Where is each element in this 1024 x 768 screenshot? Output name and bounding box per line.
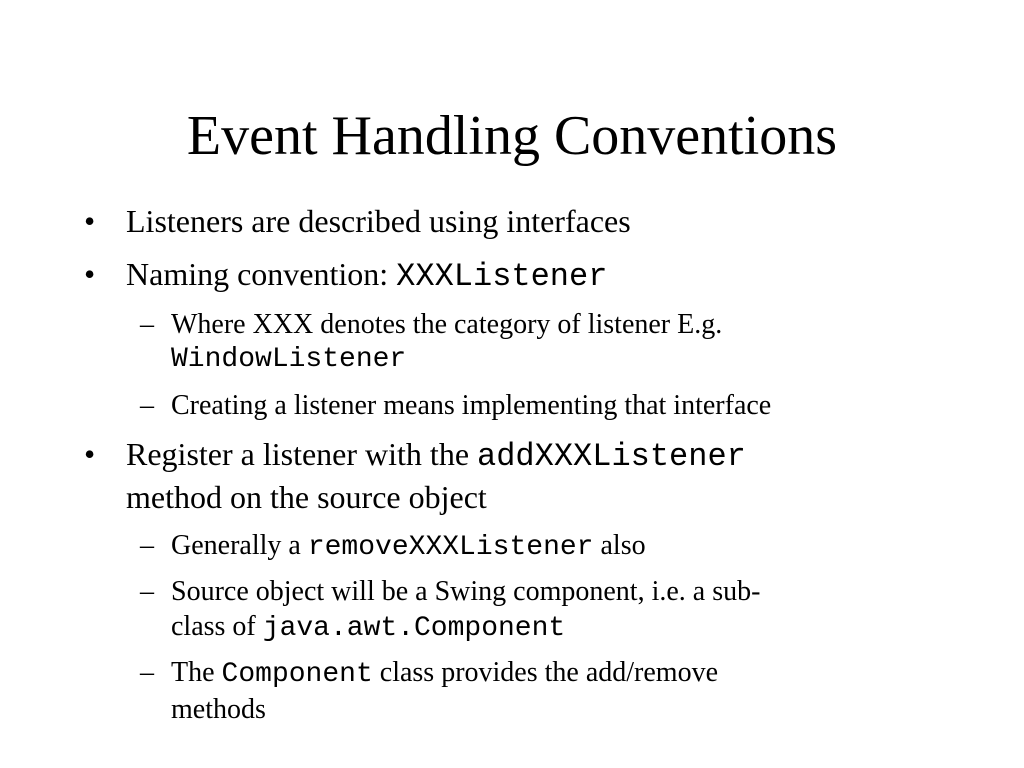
sub-bullet-plain: Generally a xyxy=(171,530,308,561)
sub-bullet-remove-listener xyxy=(140,528,920,565)
sub-bullet-line-continued xyxy=(171,609,920,646)
sub-bullet-line: Source object will be a Swing component, i.e. a sub- xyxy=(171,576,761,607)
bullet-naming-convention xyxy=(84,254,944,297)
sub-bullet-swing-component xyxy=(140,574,920,646)
code-removexxxlistener: removeXXXListener xyxy=(307,532,594,563)
sub-bullet-text xyxy=(171,574,920,646)
sub-bullet-text xyxy=(171,655,920,727)
sub-bullet-creating-listener xyxy=(140,388,920,423)
bullet-marker: • xyxy=(84,256,96,292)
sub-bullet-component-class xyxy=(140,655,920,727)
sub-bullet-line xyxy=(171,655,920,692)
sub-bullet-text xyxy=(171,307,920,377)
bullet-text-plain: Register a listener with the xyxy=(126,436,478,472)
bullet-line-continued: method on the source object xyxy=(126,479,487,515)
bullet-register-listener xyxy=(84,434,944,517)
bullet-text-plain: Naming convention: xyxy=(126,256,397,292)
code-addxxxlistener: addXXXListener xyxy=(477,438,746,475)
sub-bullet-line: Where XXX denotes the category of listener E.g. xyxy=(171,309,723,340)
bullet-marker: • xyxy=(84,436,96,472)
bullet-text xyxy=(126,254,944,297)
bullet-text xyxy=(126,434,944,517)
sub-bullet-line-continued: methods xyxy=(171,694,266,725)
sub-bullet-after: class provides the add/remove xyxy=(372,657,718,688)
dash-marker: – xyxy=(140,390,154,421)
code-windowlistener: WindowListener xyxy=(171,344,407,375)
bullet-text: Listeners are described using interfaces xyxy=(126,203,631,239)
dash-marker: – xyxy=(140,530,154,561)
sub-bullet-text: Creating a listener means implementing that interface xyxy=(171,390,772,421)
bullet-listeners-interfaces xyxy=(84,201,944,241)
code-component: Component xyxy=(221,659,373,690)
dash-marker: – xyxy=(140,309,154,340)
sub-bullet-text xyxy=(171,528,920,565)
sub-bullet-plain: The xyxy=(171,657,222,688)
sub-bullet-xxx-category xyxy=(140,307,920,377)
bullet-line xyxy=(126,434,944,477)
bullet-marker: • xyxy=(84,203,96,239)
slide-title: Event Handling Conventions xyxy=(186,105,838,167)
code-xxxlistener: XXXListener xyxy=(396,258,608,295)
dash-marker: – xyxy=(140,576,154,607)
dash-marker: – xyxy=(140,657,154,688)
sub-bullet-plain: class of xyxy=(171,611,263,642)
code-java-awt-component: java.awt.Component xyxy=(262,613,566,644)
sub-bullet-after: also xyxy=(593,530,646,561)
